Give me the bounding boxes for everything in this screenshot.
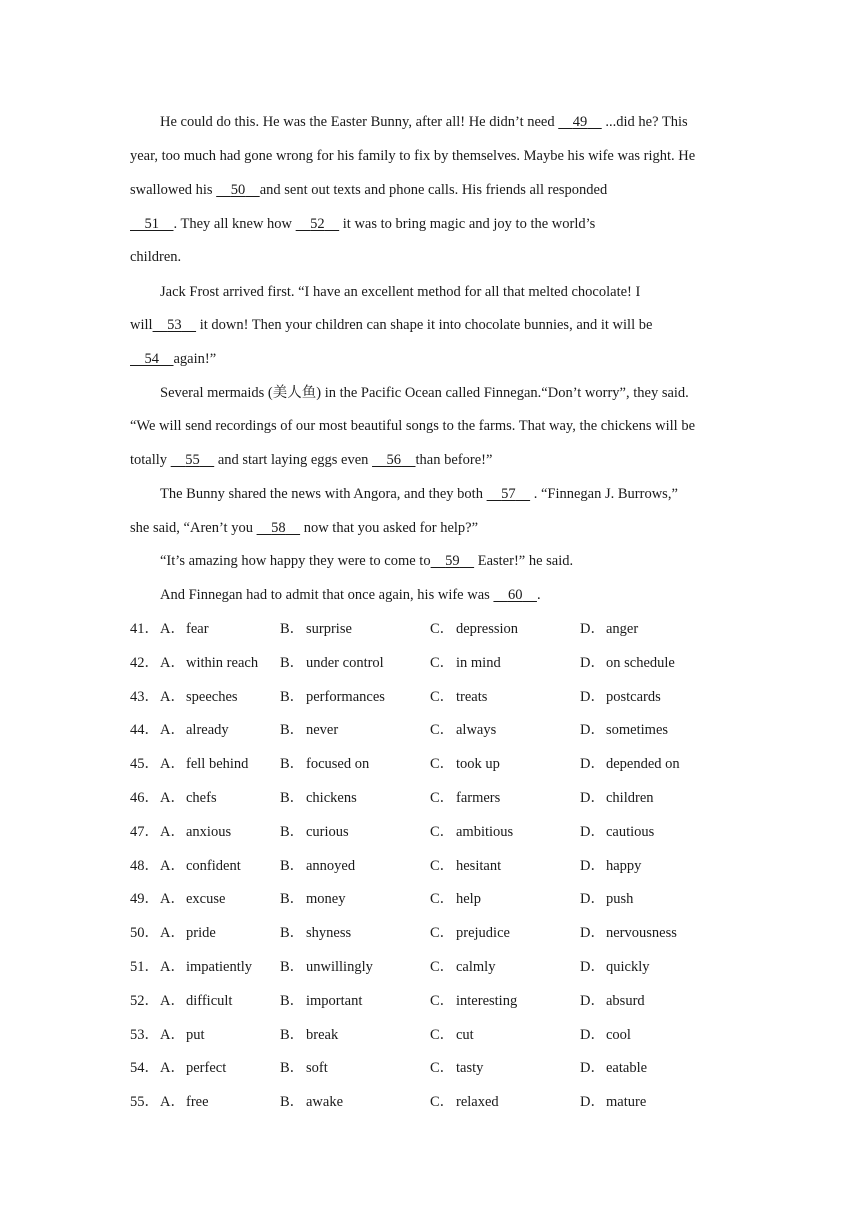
option-a: [160, 856, 241, 876]
option-text: depression: [456, 621, 519, 637]
option-c: [430, 1092, 499, 1112]
question-number: 48．: [130, 858, 159, 874]
option-text: anger: [606, 621, 639, 637]
option-text: unwillingly: [306, 959, 373, 975]
option-text: prejudice: [456, 925, 510, 941]
passage-text: it was to bring magic and joy to the world’s: [339, 216, 596, 232]
passage-line: [160, 551, 573, 571]
option-text: money: [306, 891, 346, 907]
option-text: cool: [606, 1027, 631, 1043]
blank-59: 59: [445, 553, 460, 569]
blank-49: 49: [572, 114, 588, 130]
option-a: [160, 687, 238, 707]
option-text: push: [606, 891, 634, 907]
option-text: free: [186, 1094, 209, 1110]
option-letter: D．: [580, 959, 605, 975]
option-a: [160, 1025, 205, 1045]
passage-text: . “Finnegan J. Burrows,”: [530, 486, 678, 502]
passage-text: And Finnegan had to admit that once again, his wife was: [160, 587, 494, 603]
blank-58: 58: [271, 520, 286, 536]
option-c: [430, 991, 517, 1011]
passage-line: [130, 180, 607, 200]
option-a: [160, 788, 217, 808]
option-b: [280, 957, 373, 977]
option-d: [580, 1058, 647, 1078]
option-text: anxious: [186, 824, 232, 840]
option-text: nervousness: [606, 925, 677, 941]
option-letter: C．: [430, 1027, 455, 1043]
option-text: cut: [456, 1027, 474, 1043]
passage-line: [130, 146, 695, 166]
option-b: [280, 822, 349, 842]
option-text: ambitious: [456, 824, 514, 840]
option-a: [160, 923, 216, 943]
option-text: hesitant: [456, 858, 502, 874]
option-letter: C．: [430, 655, 455, 671]
question-number: 44．: [130, 722, 159, 738]
passage-text: now that you asked for help?”: [300, 520, 479, 536]
passage-line: [130, 214, 595, 234]
option-letter: D．: [580, 756, 605, 772]
option-letter: C．: [430, 722, 455, 738]
option-letter: A．: [160, 1094, 185, 1110]
option-letter: A．: [160, 1060, 185, 1076]
option-text: help: [456, 891, 481, 907]
passage-line: [160, 282, 640, 302]
option-d: [580, 720, 668, 740]
option-letter: C．: [430, 925, 455, 941]
option-text: performances: [306, 689, 385, 705]
option-c: [430, 1025, 474, 1045]
option-letter: A．: [160, 722, 185, 738]
option-text: postcards: [606, 689, 661, 705]
option-b: [280, 1092, 343, 1112]
option-letter: B．: [280, 925, 305, 941]
option-text: relaxed: [456, 1094, 499, 1110]
passage-text: she said, “Aren’t you: [130, 520, 257, 536]
option-letter: D．: [580, 1060, 605, 1076]
option-text: put: [186, 1027, 205, 1043]
option-text: impatiently: [186, 959, 253, 975]
passage-line: [130, 315, 652, 335]
option-text: shyness: [306, 925, 352, 941]
option-c: [430, 653, 501, 673]
passage-text: again!”: [173, 351, 217, 367]
option-text: farmers: [456, 790, 501, 806]
option-b: [280, 1025, 338, 1045]
option-text: eatable: [606, 1060, 648, 1076]
option-d: [580, 923, 677, 943]
option-text: always: [456, 722, 497, 738]
option-a: [160, 1092, 209, 1112]
question-number: 41．: [130, 621, 159, 637]
option-c: [430, 957, 495, 977]
option-text: depended on: [606, 756, 680, 772]
option-letter: D．: [580, 925, 605, 941]
passage-text: He could do this. He was the Easter Bunny, after all! He didn’t need: [160, 114, 559, 130]
option-letter: A．: [160, 959, 185, 975]
option-text: sometimes: [606, 722, 669, 738]
passage-text: than before!”: [415, 452, 493, 468]
question-number: 51．: [130, 959, 159, 975]
passage-line: [130, 416, 695, 436]
question-number: 42．: [130, 655, 159, 671]
option-d: [580, 856, 641, 876]
question-number: 55．: [130, 1094, 159, 1110]
option-a: [160, 957, 252, 977]
option-d: [580, 653, 675, 673]
option-text: focused on: [306, 756, 370, 772]
option-letter: C．: [430, 756, 455, 772]
option-letter: C．: [430, 959, 455, 975]
option-text: within reach: [186, 655, 259, 671]
option-letter: D．: [580, 993, 605, 1009]
option-d: [580, 1092, 646, 1112]
passage-text: children.: [130, 249, 182, 265]
option-letter: A．: [160, 858, 185, 874]
option-letter: A．: [160, 756, 185, 772]
option-text: children: [606, 790, 654, 806]
option-text: chefs: [186, 790, 217, 806]
passage-text: .: [536, 587, 541, 603]
option-d: [580, 754, 680, 774]
option-letter: D．: [580, 891, 605, 907]
option-d: [580, 687, 661, 707]
question-number: 54．: [130, 1060, 159, 1076]
option-letter: B．: [280, 655, 305, 671]
blank-51: 51: [144, 216, 159, 232]
option-text: important: [306, 993, 363, 1009]
option-c: [430, 1058, 483, 1078]
option-letter: D．: [580, 722, 605, 738]
passage-text: will: [130, 317, 153, 333]
option-letter: B．: [280, 756, 305, 772]
passage-text: year, too much had gone wrong for his family to fix by themselves. Maybe his wife was right. He: [130, 148, 696, 164]
option-text: perfect: [186, 1060, 227, 1076]
passage-text: Jack Frost arrived first. “I have an excellent method for all that melted chocolate! I: [160, 284, 641, 300]
option-c: [430, 788, 500, 808]
option-letter: C．: [430, 824, 455, 840]
option-a: [160, 889, 225, 909]
option-text: mature: [606, 1094, 647, 1110]
option-a: [160, 1058, 226, 1078]
passage-line: [130, 247, 181, 267]
blank-52: 52: [310, 216, 325, 232]
option-letter: D．: [580, 689, 605, 705]
option-text: treats: [456, 689, 488, 705]
option-text: happy: [606, 858, 642, 874]
passage-line: [130, 450, 492, 470]
option-b: [280, 991, 362, 1011]
passage-text: totally: [130, 452, 171, 468]
option-text: quickly: [606, 959, 650, 975]
option-b: [280, 687, 385, 707]
option-a: [160, 822, 231, 842]
option-b: [280, 923, 351, 943]
option-letter: B．: [280, 1094, 305, 1110]
option-letter: C．: [430, 1094, 455, 1110]
option-c: [430, 619, 518, 639]
option-text: under control: [306, 655, 384, 671]
passage-text: swallowed his: [130, 182, 217, 198]
passage-text: “We will send recordings of our most beautiful songs to the farms. That way, the chickens will be: [130, 418, 696, 434]
option-letter: D．: [580, 858, 605, 874]
passage-line: [160, 383, 689, 403]
option-b: [280, 889, 345, 909]
option-letter: B．: [280, 891, 305, 907]
option-text: chickens: [306, 790, 357, 806]
option-letter: C．: [430, 993, 455, 1009]
passage-text: and sent out texts and phone calls. His friends all responded: [259, 182, 608, 198]
option-letter: C．: [430, 1060, 455, 1076]
option-b: [280, 856, 355, 876]
option-a: [160, 991, 232, 1011]
question-number: 52．: [130, 993, 159, 1009]
passage-text: Several mermaids (美人鱼) in the Pacific Ocean called Finnegan.“Don’t worry”, they said.: [160, 385, 689, 401]
option-letter: B．: [280, 959, 305, 975]
passage-text: ...did he? This: [601, 114, 688, 130]
option-letter: A．: [160, 1027, 185, 1043]
option-c: [430, 687, 487, 707]
option-letter: B．: [280, 790, 305, 806]
option-text: calmly: [456, 959, 496, 975]
option-c: [430, 822, 513, 842]
passage-text: Easter!” he said.: [474, 553, 574, 569]
option-letter: A．: [160, 891, 185, 907]
question-number: 47．: [130, 824, 159, 840]
option-letter: B．: [280, 722, 305, 738]
option-text: absurd: [606, 993, 645, 1009]
option-c: [430, 754, 500, 774]
option-text: never: [306, 722, 339, 738]
option-letter: C．: [430, 621, 455, 637]
passage-line: [130, 518, 478, 538]
option-d: [580, 788, 654, 808]
option-text: confident: [186, 858, 241, 874]
option-text: took up: [456, 756, 500, 772]
option-b: [280, 1058, 328, 1078]
option-text: difficult: [186, 993, 233, 1009]
blank-57: 57: [501, 486, 516, 502]
option-a: [160, 653, 258, 673]
blank-56: 56: [386, 452, 402, 468]
option-letter: B．: [280, 824, 305, 840]
option-letter: A．: [160, 824, 185, 840]
option-b: [280, 788, 357, 808]
option-text: surprise: [306, 621, 352, 637]
passage-line: [160, 585, 541, 605]
option-text: annoyed: [306, 858, 356, 874]
option-letter: B．: [280, 858, 305, 874]
option-d: [580, 957, 650, 977]
passage-line: [130, 349, 216, 369]
option-b: [280, 754, 369, 774]
option-letter: A．: [160, 790, 185, 806]
option-letter: A．: [160, 655, 185, 671]
option-letter: D．: [580, 824, 605, 840]
question-number: 50．: [130, 925, 159, 941]
passage-text: and start laying eggs even: [214, 452, 373, 468]
option-c: [430, 720, 496, 740]
option-text: curious: [306, 824, 349, 840]
option-letter: B．: [280, 621, 305, 637]
passage-text: . They all knew how: [173, 216, 296, 232]
option-b: [280, 653, 384, 673]
option-letter: C．: [430, 891, 455, 907]
option-letter: D．: [580, 655, 605, 671]
option-text: pride: [186, 925, 216, 941]
option-c: [430, 889, 481, 909]
option-text: fell behind: [186, 756, 249, 772]
option-letter: A．: [160, 993, 185, 1009]
option-letter: B．: [280, 689, 305, 705]
blank-53: 53: [167, 317, 182, 333]
option-a: [160, 720, 229, 740]
option-text: awake: [306, 1094, 344, 1110]
option-letter: A．: [160, 621, 185, 637]
question-number: 53．: [130, 1027, 159, 1043]
passage-text: it down! Then your children can shape it into chocolate bunnies, and it will be: [196, 317, 653, 333]
option-b: [280, 720, 338, 740]
option-c: [430, 856, 501, 876]
option-text: on schedule: [606, 655, 675, 671]
blank-54: 54: [144, 351, 159, 367]
option-d: [580, 889, 633, 909]
option-d: [580, 619, 638, 639]
option-letter: B．: [280, 1060, 305, 1076]
option-letter: C．: [430, 689, 455, 705]
option-letter: A．: [160, 689, 185, 705]
passage-line: [160, 112, 688, 132]
question-number: 46．: [130, 790, 159, 806]
option-text: interesting: [456, 993, 518, 1009]
option-text: tasty: [456, 1060, 484, 1076]
option-letter: D．: [580, 1027, 605, 1043]
option-letter: D．: [580, 621, 605, 637]
option-letter: C．: [430, 790, 455, 806]
option-text: fear: [186, 621, 209, 637]
blank-55: 55: [185, 452, 200, 468]
option-d: [580, 1025, 631, 1045]
option-a: [160, 619, 209, 639]
option-text: speeches: [186, 689, 238, 705]
passage-line: [160, 484, 678, 504]
blank-50: 50: [230, 182, 246, 198]
passage-text: “It’s amazing how happy they were to come to: [160, 553, 431, 569]
option-letter: B．: [280, 1027, 305, 1043]
option-text: soft: [306, 1060, 328, 1076]
question-number: 49．: [130, 891, 159, 907]
option-letter: D．: [580, 1094, 605, 1110]
option-text: in mind: [456, 655, 501, 671]
option-d: [580, 822, 654, 842]
option-text: already: [186, 722, 229, 738]
option-letter: A．: [160, 925, 185, 941]
question-number: 43．: [130, 689, 159, 705]
option-c: [430, 923, 510, 943]
option-d: [580, 991, 645, 1011]
option-b: [280, 619, 352, 639]
option-letter: C．: [430, 858, 455, 874]
option-text: cautious: [606, 824, 655, 840]
option-text: excuse: [186, 891, 226, 907]
option-letter: B．: [280, 993, 305, 1009]
blank-60: 60: [507, 587, 523, 603]
option-letter: D．: [580, 790, 605, 806]
option-text: break: [306, 1027, 339, 1043]
option-a: [160, 754, 248, 774]
passage-text: The Bunny shared the news with Angora, and they both: [160, 486, 487, 502]
question-number: 45．: [130, 756, 159, 772]
